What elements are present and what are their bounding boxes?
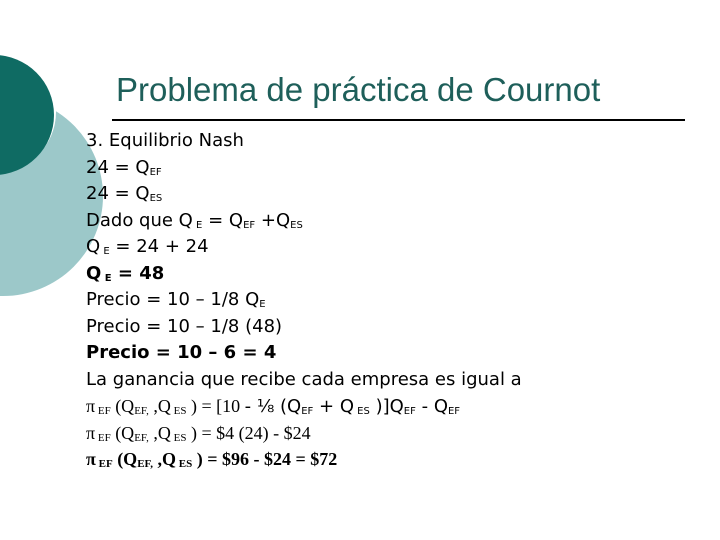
text: = Q (202, 209, 244, 231)
text: ) = $96 - $24 = $72 (192, 449, 338, 469)
text: Precio = 10 – 1/8 Q (86, 289, 260, 310)
text: ) = [10 (186, 396, 245, 416)
pi-symbol: π (86, 396, 96, 416)
subscript: ES (170, 405, 187, 417)
text: ,Q (152, 449, 176, 469)
subscript: EF (447, 406, 461, 417)
line-price-sub: Precio = 10 – 1/8 (48) (86, 315, 283, 337)
line-price-result: Precio = 10 – 6 = 4 (86, 342, 277, 363)
text: 24 = Q (86, 183, 150, 204)
subscript: EF (95, 458, 113, 470)
text: = 24 + 24 (109, 236, 209, 257)
text: Dado que Q (86, 209, 193, 231)
text: + Q (313, 396, 354, 417)
line-profit-intro: La ganancia que recibe cada empresa es igual a (86, 368, 522, 390)
subscript: E (192, 219, 203, 231)
subscript: ES (290, 219, 303, 231)
text: )]Q (369, 396, 404, 417)
line-profit-result (86, 446, 706, 473)
subscript: ES (176, 458, 193, 470)
text: ,Q (148, 422, 171, 443)
subscript: ES (354, 406, 370, 417)
text: - ⅛ (Q (244, 396, 302, 417)
subscript: EF, (134, 405, 149, 417)
subscript: EF (95, 431, 111, 444)
text: ) = $4 (24) - $24 (186, 422, 311, 443)
subscript: EF, (134, 431, 149, 444)
subscript: E (100, 246, 110, 257)
subscript: EF (243, 219, 256, 231)
line-profit-formula (86, 393, 706, 420)
text: (Q (110, 422, 135, 443)
subscript: EF, (137, 458, 153, 470)
line-qe-result (86, 261, 706, 288)
line-sum (86, 234, 706, 261)
serif-part (86, 396, 245, 416)
line-qef (86, 155, 706, 182)
line-profit-sub (86, 420, 706, 447)
line-given (86, 208, 706, 235)
subscript: ES (170, 431, 187, 444)
subscript: EF (149, 166, 162, 178)
text: Q (86, 262, 102, 284)
slide-title: Problema de práctica de Cournot (116, 71, 601, 108)
subscript: E (101, 272, 112, 284)
text: Q (86, 236, 101, 257)
subscript: EF (95, 405, 111, 417)
text: = 48 (111, 262, 165, 284)
pi-symbol: π (86, 422, 96, 443)
subscript: E (259, 299, 266, 310)
pi-symbol: π (86, 449, 96, 469)
text: (Q (110, 396, 135, 416)
subscript: ES (149, 193, 163, 204)
slide-body (86, 128, 706, 473)
title-underline (112, 119, 685, 121)
line-qes (86, 181, 706, 208)
text: ,Q (148, 396, 171, 416)
line-equilibrium: 3. Equilibrio Nash (86, 130, 244, 151)
text: +Q (255, 209, 291, 231)
line-price-formula (86, 287, 706, 314)
subscript: EF (403, 406, 416, 417)
text: - Q (415, 396, 448, 417)
text: 24 = Q (86, 156, 150, 178)
text: (Q (112, 449, 138, 469)
subscript: EF (301, 406, 314, 417)
